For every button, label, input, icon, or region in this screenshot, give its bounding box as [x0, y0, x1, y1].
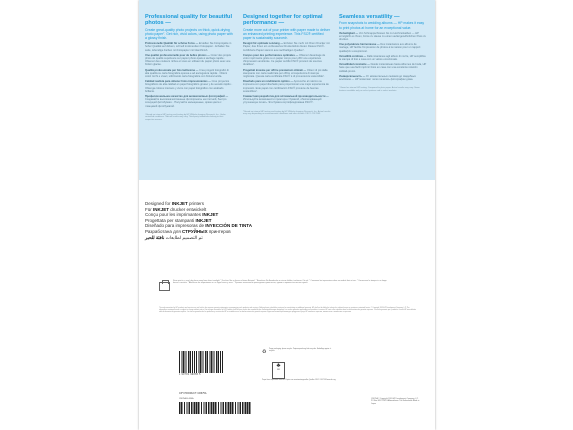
secondary-barcode-number: CR675A 60 4X6 A	[179, 398, 194, 400]
recycle-text: Paper packaging: please recycle. Papierverpackung: bitte recyceln. Emballage papier: à recycler.	[269, 349, 332, 353]
fsc-label: FSC	[276, 370, 281, 371]
fsc-note: Paper from responsible sources. Papier aus verantwortungsvollen Quellen. FSC® C017543 www.fsc.org	[262, 380, 336, 381]
column-paragraph: Une polyvalence harmonieuse — Des instantanés aux albums de mariage, HP facilite l'impression de photos à la maison pour un rapport qualité/prix exceptionnel.	[339, 43, 421, 53]
column-subtitle: Create great-quality photo projects on thick, quick-drying photo paper⁷. Get rich, vivid colors, using photo paper with a glossy finish.	[145, 27, 233, 40]
column-paragraph: Профессиональное качество для великолепных фотографий — Создавайте высококачественные фотопроекты на плотной, быстро сохнущей фотобумаге⁷. Получайте насыщенные, яркие цвета с глянцевой фотобумагой.	[145, 94, 229, 108]
column-subtitle: Create more out of your printer with paper made to deliver an enhanced printing experience. This FSC® certified paper is sustainably sourced³.	[243, 27, 331, 40]
upc-number: 1 90781 99865 5	[179, 374, 201, 376]
designed-line: Progettata per stampanti INKJET	[145, 217, 212, 223]
column-paragraph: Professionelle Qualität für schöne Fotos — Erstellen Sie Fotoprojekte in hoher Qualität auf dickem, schnell trocknendem Fotopapier⁷. Erhalten Sie satte, lebendige Farben mit Fotopapier mit Glanzfinish.	[145, 42, 232, 52]
column-subtitle: From snapshots to wedding albums — HP makes it easy to print photos at home for an exceptional value.	[339, 21, 425, 30]
column-paragraph: Progettati insieme per offrire prestazioni ottimali — Ottieni di più dalla stampante con carta realizzata per offrire un'esperienza di stampa migliorata. Questa carta certificata FSC® è di provenienza sostenibile³.	[243, 68, 328, 78]
designed-line: تم التصميم لطابعات نافثة للحبر	[145, 234, 203, 240]
recycle-icon: ♻	[262, 349, 267, 355]
package-back-panel	[139, 0, 435, 430]
column-paragraph: Versatilidad constante — Desde instantáneas hasta álbumes de boda, HP hace que sea fácil imprimir fotos en casa con una excelente relación calidad-precio.	[339, 63, 427, 73]
column-title: Professional quality for beautiful photos —	[145, 14, 233, 27]
feature-column-versatility	[339, 14, 427, 93]
legal-fine-print: The only warranties for HP products and services are set forth in the express warranty statements accompanying such products and services. Nothing herein should be construed as constituting an additional warranty. HP shall not be liable for technical or editorial errors or omissions contained herein. © Copyright 2020 HP Development Company, L.P. The information contained herein is subject to change without notice. Die einzigen Garantien für HP Produkte und Services sind in den ausdrücklichen Garantieerklärungen festgelegt. Les seules garanties applicables aux produits et services HP sont celles stipulées dans les déclarations de garantie expresse. Le uniche garanzie per i prodotti e i servizi HP sono definite nelle dichiarazioni di garanzia esplicita. Las únicas garantías de los productos y servicios de HP se establecen en las declaraciones de garantía expresa. Единственными гарантиями для продуктов и услуг HP являются гарантии, изложенные в заявлениях о гарантии.	[159, 308, 416, 314]
feature-column-performance	[243, 14, 331, 116]
column-paragraph: Vielseitigkeit — Von Schnappschüssen bis zu Hochzeitsalben — HP ermöglicht es Ihnen, Fotos zu Hause zu einem außergewöhnlichen Preis zu drucken.	[339, 31, 426, 41]
tree-icon: ♣	[276, 363, 281, 369]
column-paragraph: Calidad realista para obtener fotos impresionantes — Cree proyectos fotográficos de alta calidad en papel fotográfico grueso y de secado rápido⁷. Obtenga colores intensos y vivos con papel fotográfico con acabado brillante.	[145, 80, 233, 93]
feature-column-quality	[145, 14, 233, 122]
column-title: Designed together for optimal performance —	[243, 14, 323, 27]
column-paragraph: Qualità professionale per foto bellissime — Crea progetti fotografici di alta qualità su carta fotografica spessa e ad asciugatura rapida⁷. Ottieni colori ricchi e vivaci, utilizzando carta fotografica con finitura lucida.	[145, 68, 229, 78]
column-paragraph: Designt für optimale Leistung — Erzielen Sie mehr mit Ihrem Drucker mit Papier, das Ihnen ein verbessertes Druckerlebnis bietet. Dieses FSC®-zertifizierte Papier stammt aus nachhaltigen Quellen³.	[243, 42, 330, 52]
column-paragraph: Versatilità continua — Dalle istantanee agli album di nozze, HP semplifica la stampa di foto a casa con un valore eccezionale.	[339, 54, 426, 62]
column-footnote: ¹ Based on internal HP testing and testing by HP Wilhelm Imaging Research, Inc. Under controlled conditions. ² Actual results may vary. Third-party trademarks belong to their respective owners.	[145, 113, 226, 122]
secondary-barcode	[179, 402, 251, 414]
hp-address: CR675A © Copyright 2020 HP Development Company, L.P. PO Box 8697 1181 KA Amstelveen The Netherlands Made in Japan	[371, 398, 420, 405]
designed-for-inkjet	[145, 201, 252, 240]
designed-line: Разработана для СТРУЙНЫХ принтеров	[145, 228, 231, 234]
column-paragraph: Une qualité professionnelle pour de belles photos — Créez des projets photo de qualité supérieure sur papier photo épais à séchage rapide⁷. Obtenez des couleurs riches et vives en utilisant du papier photo avec une finition glacée.	[145, 53, 231, 67]
designed-line: Für INKJET drucker entwickelt	[145, 206, 207, 212]
fsc-logo-icon	[272, 362, 285, 379]
printer-icon	[159, 282, 170, 291]
designed-line: Designed for INKJET printers	[145, 201, 205, 206]
column-footnote: ⁴ Based on internal HP testing. Compared to plain paper. Actual results may vary. Some features available only on select printers and in select markets.	[339, 87, 420, 92]
column-paragraph: Conçus pour des performances optimales — Obtenez davantage de votre imprimante grâce à un papier conçu pour offrir une expérience d'impression améliorée. Ce papier certifié FSC® provient de sources durables³.	[243, 53, 326, 67]
column-paragraph: Универсальность — От моментальных снимков до свадебных альбомов — HP позволяет легко печатать фотографии дома.	[339, 74, 416, 82]
column-footnote: ³ Based on internal HP testing and testing by HP Wilhelm Imaging Research, Inc. Actual results may vary depending on environmental conditions and other factors. FSC® C017543.	[243, 110, 331, 116]
storage-warning-text: Store print in a cool, dry place away from direct sunlight. * Drucken Sie zu ihrem schönen Beispiel. * Bewahren Sie Ausdrucke an einem kühlen, trockenen Ort auf. * Conserver les impressions dans un endroit frais et sec. * Conservare le stampe in un luogo fresco e asciutto. * Almacene las impresiones en un lugar fresco y seco. * Храните отпечатки в прохладном сухом месте, вдали от прямых солнечных лучей.	[173, 280, 387, 285]
product-code: CPY PRODUCT: CR675A	[179, 392, 207, 395]
column-paragraph: Diseñado para un rendimiento óptimo — Aproveche al máximo su impresora con papel diseñado para proporcionar una mejor experiencia de impresión. Este papel con certificación FSC® proviene de fuentes sostenibles³.	[243, 80, 329, 93]
upc-barcode	[179, 351, 223, 373]
designed-line: Conçu pour les imprimantes INKJET	[145, 212, 219, 218]
feature-panel	[139, 0, 435, 180]
designed-line: Diseñado para impresoras de INYECCIÓN DE TINTA	[145, 223, 252, 229]
column-paragraph: Совместная разработка для оптимальной производительности — Используйте возможности принтера с бумагой, обеспечивающей улучшенную печать. Эта бумага сертифицирована FSC®³.	[243, 94, 329, 105]
column-title: Seamless versatility —	[339, 14, 400, 20]
